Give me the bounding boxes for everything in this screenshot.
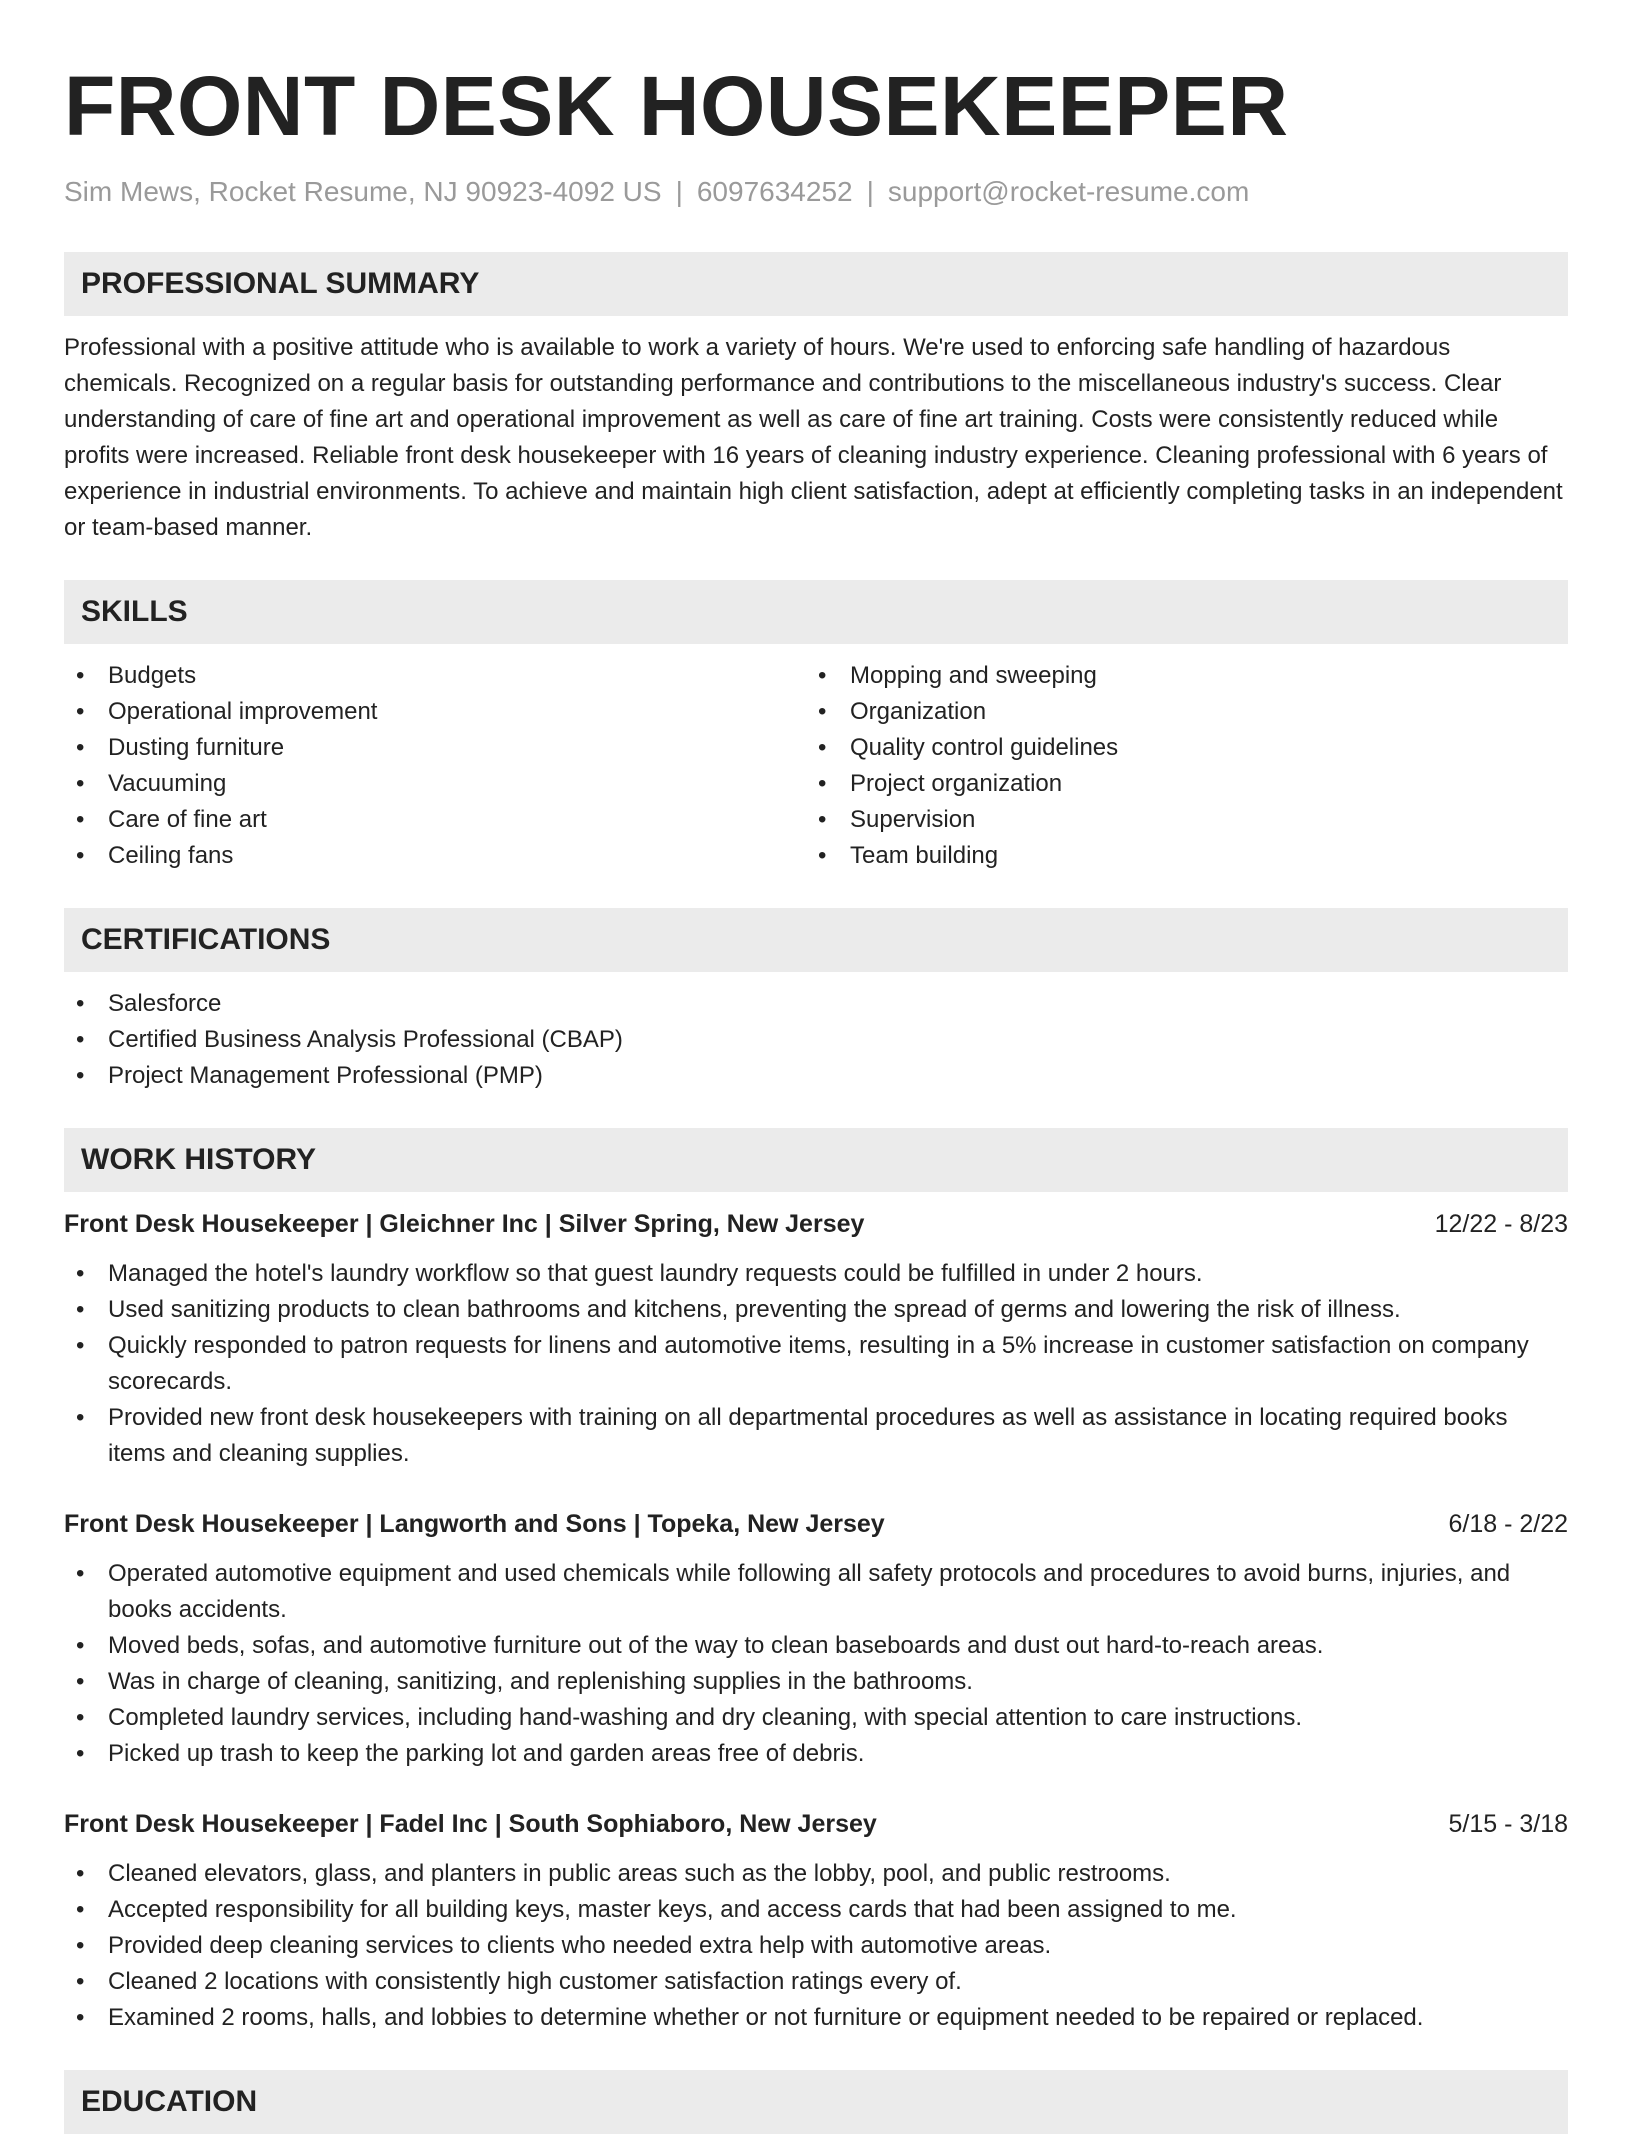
job-bullet: • Moved beds, sofas, and automotive furniture out of the way to clean baseboards and dust out hard-to-reach areas.: [64, 1628, 1568, 1664]
skill-item: • Team building: [806, 838, 1548, 874]
job-bullet: • Used sanitizing products to clean bathrooms and kitchens, preventing the spread of germs and lowering the risk of illness.: [64, 1292, 1568, 1328]
job-bullet: • Managed the hotel's laundry workflow so that guest laundry requests could be fulfilled in under 2 hours.: [64, 1256, 1568, 1292]
skill-item: • Care of fine art: [64, 802, 806, 838]
skill-item: • Mopping and sweeping: [806, 658, 1548, 694]
skills-list-left: [64, 658, 806, 874]
skill-item: • Budgets: [64, 658, 806, 694]
job-header: [64, 1506, 1568, 1542]
skill-item: • Quality control guidelines: [806, 730, 1548, 766]
contact-line: [64, 174, 1568, 210]
job-bullets: [64, 1256, 1568, 1472]
job-dates: 12/22 - 8/23: [1434, 1210, 1568, 1238]
job-title: Front Desk Housekeeper | Gleichner Inc | Silver Spring, New Jersey: [64, 1210, 865, 1238]
job-bullet: • Examined 2 rooms, halls, and lobbies to determine whether or not furniture or equipment needed to be repaired or replaced.: [64, 2000, 1568, 2036]
certification-item: • Certified Business Analysis Professional (CBAP): [64, 1022, 1568, 1058]
job-entry: [64, 1506, 1568, 1772]
job-bullet: • Provided deep cleaning services to clients who needed extra help with automotive areas.: [64, 1928, 1568, 1964]
certification-item: • Project Management Professional (PMP): [64, 1058, 1568, 1094]
skill-item: • Project organization: [806, 766, 1548, 802]
job-bullet: • Was in charge of cleaning, sanitizing, and replenishing supplies in the bathrooms.: [64, 1664, 1568, 1700]
job-bullet: • Operated automotive equipment and used chemicals while following all safety protocols and procedures to avoid burns, injuries, and books accidents.: [64, 1556, 1568, 1628]
certification-item: • Salesforce: [64, 986, 1568, 1022]
job-bullets: [64, 1556, 1568, 1772]
section-heading-summary: PROFESSIONAL SUMMARY: [64, 252, 1568, 316]
job-bullet: • Accepted responsibility for all building keys, master keys, and access cards that had been assigned to me.: [64, 1892, 1568, 1928]
skill-item: • Dusting furniture: [64, 730, 806, 766]
job-entry: [64, 1206, 1568, 1472]
section-heading-education: EDUCATION: [64, 2070, 1568, 2134]
job-bullet: • Quickly responded to patron requests for linens and automotive items, resulting in a 5% increase in customer satisfaction on company scorecards.: [64, 1328, 1568, 1400]
summary-text: Professional with a positive attitude who is available to work a variety of hours. We're used to enforcing safe handling of hazardous chemicals. Recognized on a regular basis for outstanding performance and contributions to the miscellaneous industry's success. Clear understanding of care of fine art and operational improvement as well as care of fine art training. Costs were consistently reduced while profits were increased. Reliable front desk housekeeper with 16 years of cleaning industry experience. Cleaning professional with 6 years of experience in industrial environments. To achieve and maintain high client satisfaction, adept at efficiently completing tasks in an independent or team-based manner.: [64, 334, 1563, 541]
job-bullets: [64, 1856, 1568, 2036]
job-header: [64, 1206, 1568, 1242]
skills-grid: [64, 658, 1568, 874]
job-bullet: • Completed laundry services, including hand-washing and dry cleaning, with special attention to care instructions.: [64, 1700, 1568, 1736]
section-heading-skills: SKILLS: [64, 580, 1568, 644]
job-entry: [64, 1806, 1568, 2036]
section-heading-work-history: WORK HISTORY: [64, 1128, 1568, 1192]
section-heading-certifications: CERTIFICATIONS: [64, 908, 1568, 972]
job-title: Front Desk Housekeeper | Langworth and Sons | Topeka, New Jersey: [64, 1510, 885, 1538]
certifications-list: [64, 986, 1568, 1094]
job-bullet: • Cleaned elevators, glass, and planters in public areas such as the lobby, pool, and public restrooms.: [64, 1856, 1568, 1892]
job-bullet: • Provided new front desk housekeepers with training on all departmental procedures as well as assistance in locating required books items and cleaning supplies.: [64, 1400, 1568, 1472]
candidate-name: FRONT DESK HOUSEKEEPER: [64, 59, 1289, 153]
job-bullet: • Picked up trash to keep the parking lot and garden areas free of debris.: [64, 1736, 1568, 1772]
contact-email: support@rocket-resume.com: [887, 176, 1250, 207]
contact-separator: |: [866, 176, 874, 207]
job-dates: 5/15 - 3/18: [1448, 1810, 1568, 1838]
skill-item: • Ceiling fans: [64, 838, 806, 874]
skill-item: • Organization: [806, 694, 1548, 730]
skill-item: • Supervision: [806, 802, 1548, 838]
skill-item: • Operational improvement: [64, 694, 806, 730]
job-title: Front Desk Housekeeper | Fadel Inc | South Sophiaboro, New Jersey: [64, 1810, 877, 1838]
contact-separator: |: [675, 176, 683, 207]
contact-phone: 6097634252: [696, 176, 853, 207]
skill-item: • Vacuuming: [64, 766, 806, 802]
job-header: [64, 1806, 1568, 1842]
job-dates: 6/18 - 2/22: [1448, 1510, 1568, 1538]
job-bullet: • Cleaned 2 locations with consistently high customer satisfaction ratings every of.: [64, 1964, 1568, 2000]
skills-list-right: [806, 658, 1548, 874]
contact-address: Sim Mews, Rocket Resume, NJ 90923-4092 US: [64, 176, 662, 207]
